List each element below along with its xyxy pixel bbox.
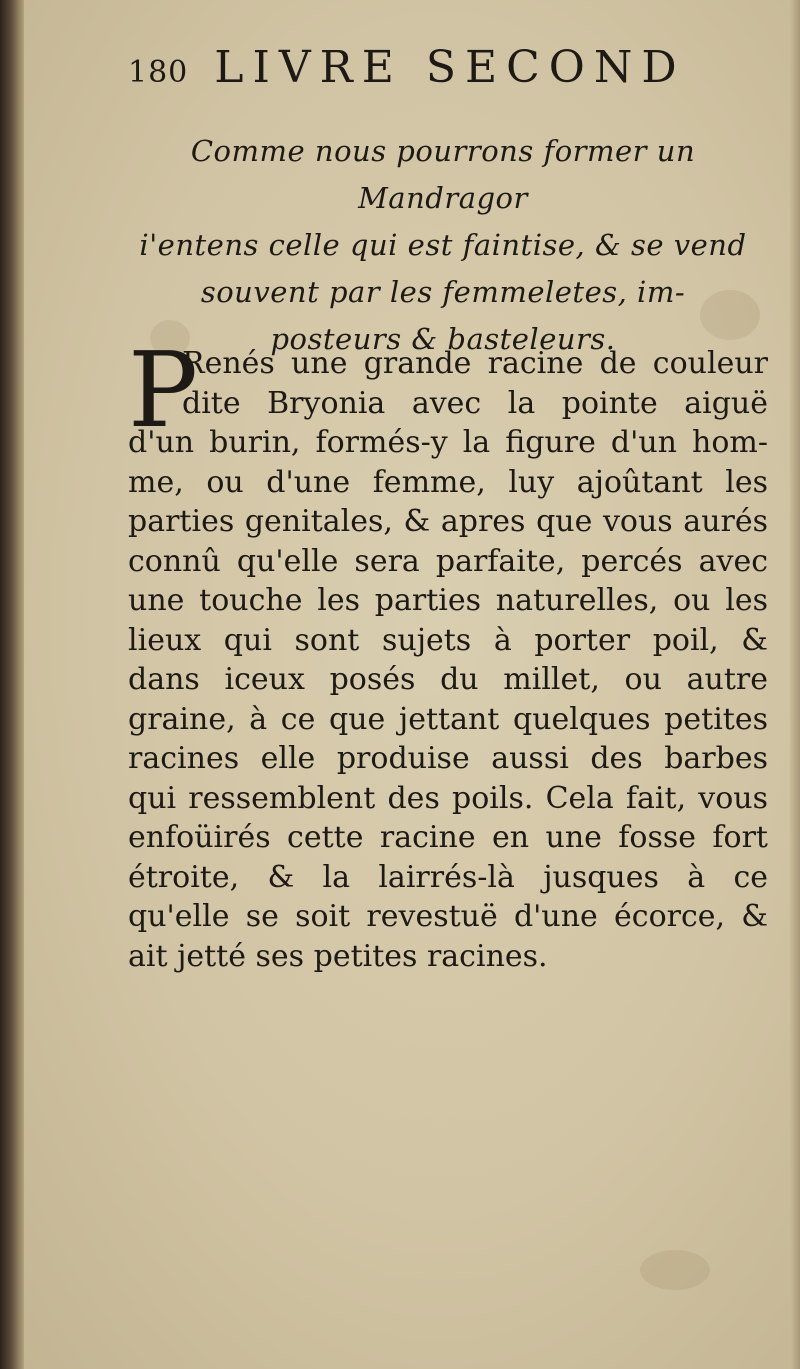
page-right-edge: [790, 0, 800, 1369]
body-line: qu'elle se soit revestuë d'une écorce, &: [128, 899, 768, 934]
body-line: graine, à ce que jettant quelques petites: [128, 701, 768, 737]
body-line: ait jetté ses petites racines.: [128, 938, 548, 974]
body-line: connû qu'elle sera parfaite, percés avec: [128, 543, 768, 579]
book-title: LIVRE SECOND: [214, 42, 686, 93]
body-line: d'un burin, formés-y la figure d'un hom-: [128, 425, 768, 460]
page-number: 180: [128, 55, 189, 90]
paper-stain: [640, 1250, 710, 1290]
heading-line: Comme nous pourrons former un Mandragor: [190, 134, 696, 215]
running-head: [128, 42, 748, 102]
body-line: Renés une grande racine de couleur: [182, 346, 768, 381]
body-line: étroite, & la lairrés-là jusques à ce: [128, 859, 768, 895]
chapter-heading: [118, 128, 768, 363]
body-line: racines elle produise aussi des barbes: [128, 741, 768, 776]
body-line: une touche les parties naturelles, ou les: [128, 583, 768, 618]
body-line: dite Bryonia avec la pointe aiguë: [182, 385, 768, 421]
body-line: dans iceux posés du millet, ou autre: [128, 662, 768, 697]
heading-line: souvent par les femmeletes, im-: [200, 275, 686, 309]
heading-line: i'entens celle qui est faintise, & se vend: [139, 228, 747, 262]
drop-cap: P: [128, 329, 198, 451]
body-line: parties genitales, & apres que vous aurés: [128, 504, 768, 539]
heading-line: posteurs & basteleurs.: [270, 322, 616, 356]
body-line: lieux qui sont sujets à porter poil, &: [128, 622, 768, 658]
page-binding-edge: [0, 0, 24, 1369]
body-line: enfoüirés cette racine en une fosse fort: [128, 820, 768, 855]
body-line: qui ressemblent des poils. Cela fait, vous: [128, 780, 768, 816]
body-line: me, ou d'une femme, luy ajoûtant les: [128, 464, 768, 500]
